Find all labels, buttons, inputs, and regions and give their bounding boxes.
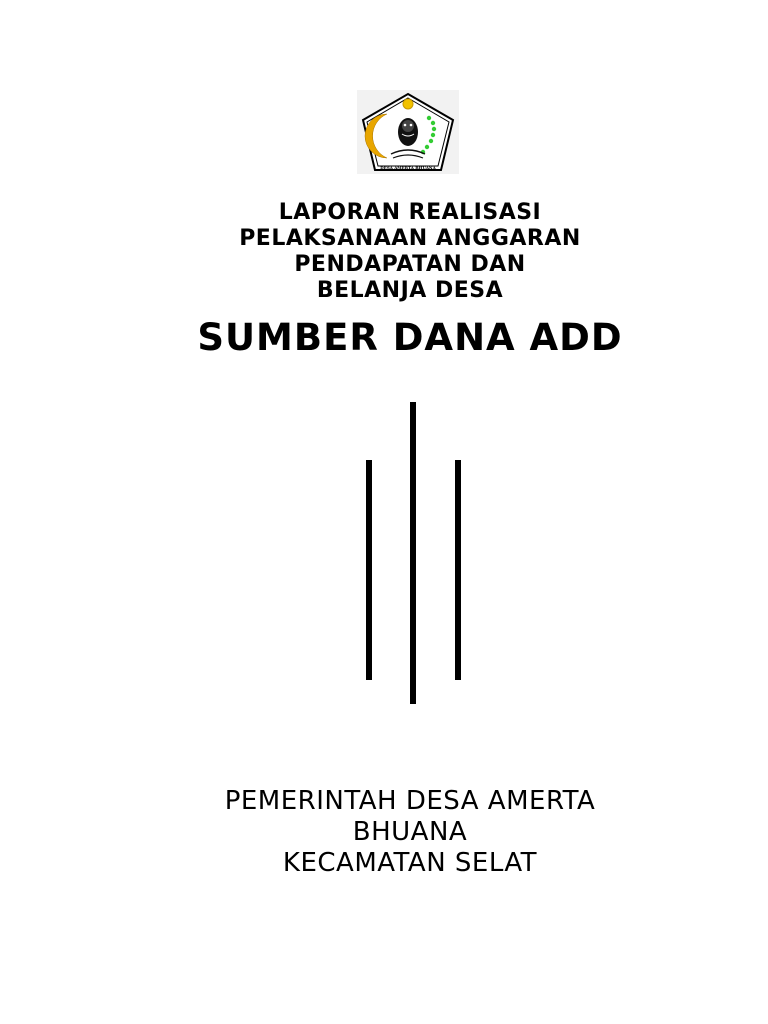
title-line: LAPORAN REALISASI — [278, 200, 542, 225]
issuer-line: PEMERINTAH DESA AMERTA — [224, 786, 596, 816]
decorative-bar-left — [366, 460, 372, 680]
title-line: BELANJA DESA — [316, 278, 504, 303]
desa-amerta-bhuana-emblem-icon — [357, 90, 459, 174]
issuer-block — [0, 786, 768, 879]
issuer-line: BHUANA — [352, 817, 468, 847]
issuer-line: KECAMATAN SELAT — [282, 848, 538, 878]
title-line: PELAKSANAAN ANGGARAN — [239, 226, 581, 251]
decorative-bar-right — [455, 460, 461, 680]
village-emblem — [357, 90, 459, 174]
funding-source-heading: SUMBER DANA ADD — [197, 316, 623, 359]
report-title — [0, 200, 768, 304]
decorative-bar-center — [410, 402, 416, 704]
title-line: PENDAPATAN DAN — [294, 252, 526, 277]
emblem-caption: DESA AMERTA BHUANA — [380, 165, 436, 170]
